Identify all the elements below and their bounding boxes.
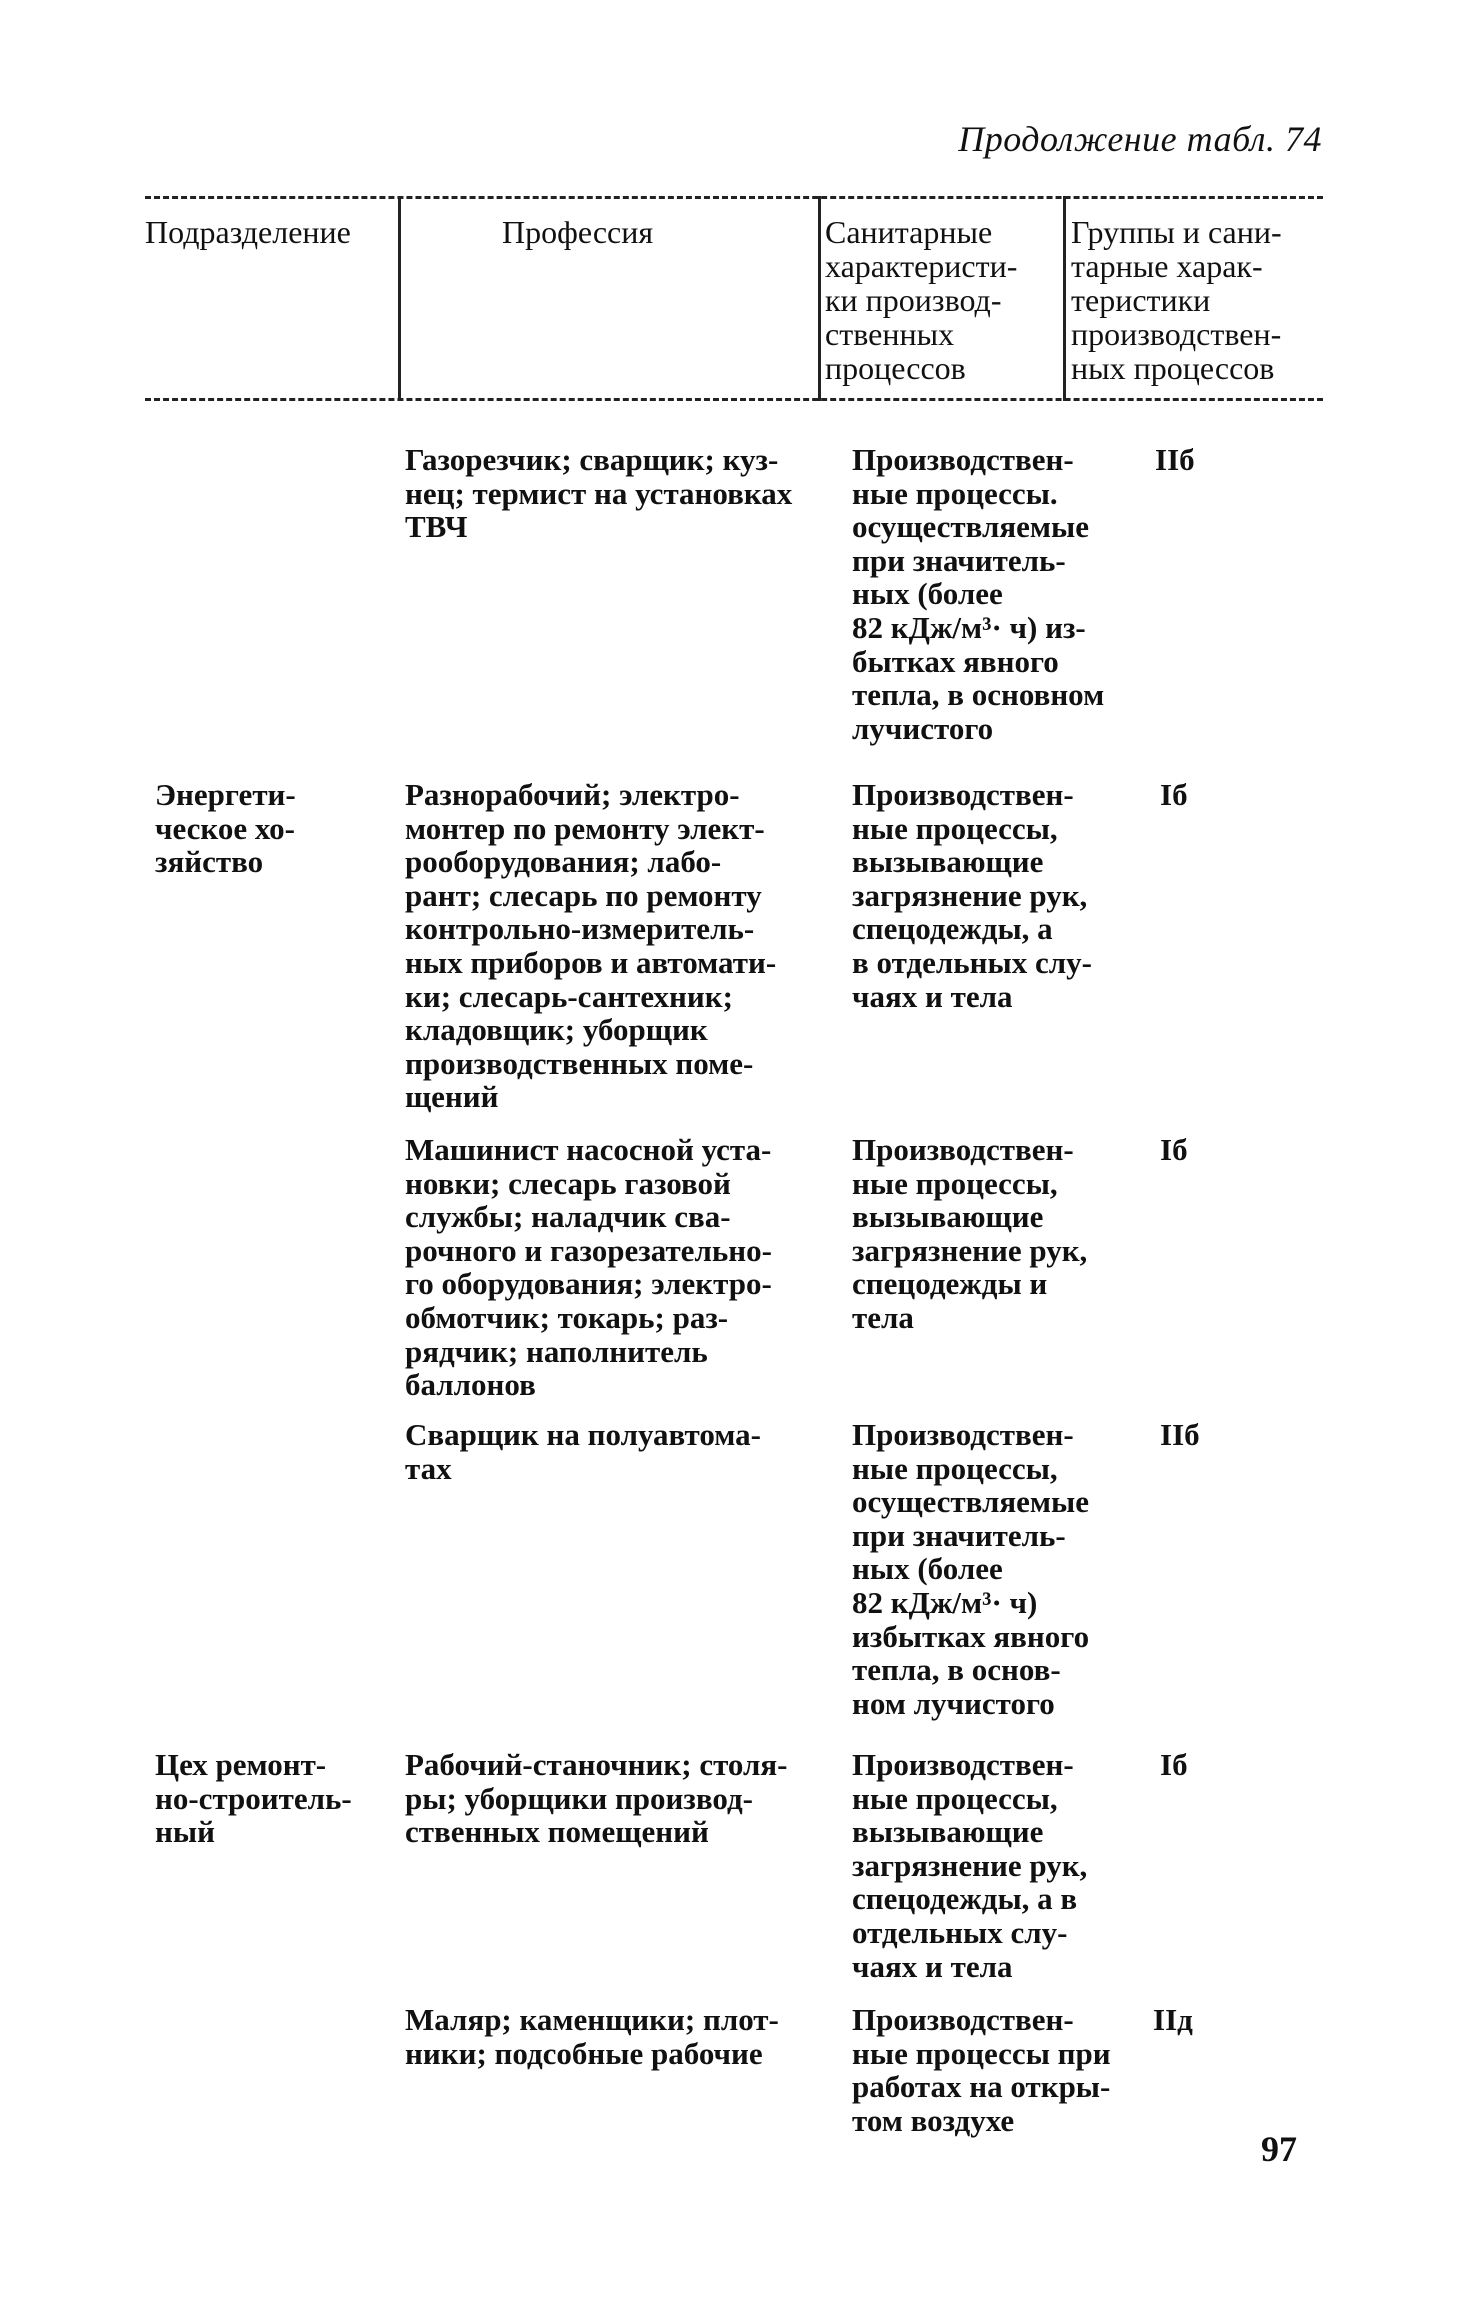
table-row-4-profession: Рабочий-станочник; столя- ры; уборщики производ- ственных помещений [405,1747,788,1850]
table-row-2-profession: Машинист насосной уста- новки; слесарь газовой службы; наладчик сва- рочного и газорезательно- го оборудования; электро- обмотчик; токарь; раз- рядчик; наполнитель баллонов [405,1132,772,1403]
table-row-1-division: Энергети- ческое хо- зяйство [155,777,296,880]
header-sanitary: Санитарные характеристи- ки производ- ственных процессов [825,214,1018,386]
table-row-1-group: Iб [1160,777,1188,812]
header-divider-3 [1063,196,1066,401]
table-row-4-division: Цех ремонт- но-строитель- ный [155,1747,352,1850]
table-row-3-characteristic: Производствен- ные процессы, осуществляемые при значитель- ных (более 82 кДж/м³· ч) избытках явного тепла, в основ- ном лучистого [852,1417,1090,1721]
table-row-2-group: Iб [1160,1132,1188,1167]
table-row-3-profession: Сварщик на полуавтома- тах [405,1417,761,1486]
header-bottom-rule [145,398,1323,401]
header-division: Подразделение [145,214,351,250]
table-row-3-group: IIб [1160,1417,1200,1452]
table-row-0-profession: Газорезчик; сварщик; куз- нец; термист на установках ТВЧ [405,442,793,545]
table-row-1-characteristic: Производствен- ные процессы, вызывающие загрязнение рук, спецодежды, а в отдельных слу- чаях и тела [852,777,1092,1014]
table-caption: Продолжение табл. 74 [958,119,1322,159]
table-row-4-characteristic: Производствен- ные процессы, вызывающие загрязнение рук, спецодежды, а в отдельных слу- чаях и тела [852,1747,1088,1984]
table-row-5-group: IIд [1153,2002,1193,2037]
table-row-4-group: Iб [1160,1747,1188,1782]
header-divider-2 [818,196,821,401]
table-row-0-characteristic: Производствен- ные процессы. осуществляемые при значитель- ных (более 82 кДж/м³· ч) из- бытках явного тепла, в основном лучистого [852,442,1105,746]
table-row-2-characteristic: Производствен- ные процессы, вызывающие загрязнение рук, спецодежды и тела [852,1132,1088,1335]
table-row-5-profession: Маляр; каменщики; плот- ники; подсобные рабочие [405,2002,779,2071]
table-row-0-group: IIб [1155,442,1195,477]
header-top-rule [145,196,1323,199]
header-profession: Профессия [502,214,654,250]
table-row-5-characteristic: Производствен- ные процессы при работах на откры- том воздухе [852,2002,1111,2138]
page-number: 97 [1261,2129,1297,2169]
header-group: Группы и сани- тарные харак- теристики производствен- ных процессов [1071,214,1282,386]
table-row-1-profession: Разнорабочий; электро- монтер по ремонту элект- рооборудования; лабо- рант; слесарь по ремонту контрольно-измеритель- ных приборов и автомати- ки; слесарь-сантехник; кладовщик; уборщик производственных поме- щений [405,777,777,1115]
header-divider-1 [398,196,401,401]
